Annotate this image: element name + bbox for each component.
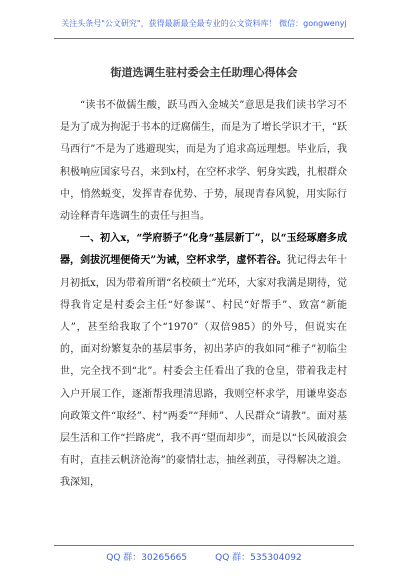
document-title: 街道选调生驻村委会主任助理心得体会 — [110, 66, 298, 79]
banner-text: 关注头条号"公文研究"，获得最新最全最专业的公文资料库！ 微信：gongwenyj — [61, 18, 347, 28]
qq-group-1: QQ 群：30265665 — [106, 553, 188, 563]
paragraph-section-one — [60, 228, 347, 494]
section-heading: 一、初入x，“学府骄子”化身“基层新丁”，以“玉经琢磨多成器，剑拔沉埋便倚天”为诫，空杯求学，虚怀若谷。 — [60, 233, 347, 267]
footer-contacts — [0, 550, 408, 570]
qq-group-2: QQ 群：535304092 — [215, 553, 302, 563]
paragraph-intro: “读书不做儒生酸，跃马西入金城关”意思是我们读书学习不是为了成为拘泥于书本的迂腐儒生，而是为了增长学识才干，“跃马西行”不是为了逃避现实，而是为了追求高远理想。毕业后，我积极响应国家号召，来到x村，在空杯求学、躬身实践，扎根群众中，悄然蜕变，发挥青春优势、于势，展现青春风貌，用实际行动诠释青年选调生的责任与担当。 — [60, 100, 347, 223]
section-text: 犹记得去年十月初抵x，因为带着所谓“名校硕士”光环，大家对我满是期待，觉得我肯定是村委会主任“好参谋”、村民“好帮手”、致富“新能人”，甚至给我取了个“1970”（双倍985）的外号，但说实在的，面对纷繁复杂的基层事务，初出茅庐的我如同“稚子”初临尘世，完全找不到“北”。村委会主任看出了我的仓皇，带着我走村入户开展工作，逐渐帮我理清思路，我则空杯求学，用谦卑姿态向政策文件“取经”、村“两委”“拜师”、人民群众“请教”。面对基层生活和工作“拦路虎”，我不再“望而却步”，而是以“长风破浪会有时，直挂云帆济沧海”的豪情壮志，抽丝剥茧，寻得解决之道。我深知， — [60, 255, 347, 489]
header-divider — [54, 38, 354, 39]
document-body — [60, 95, 347, 495]
footer-divider — [54, 545, 354, 546]
top-banner — [0, 13, 408, 33]
